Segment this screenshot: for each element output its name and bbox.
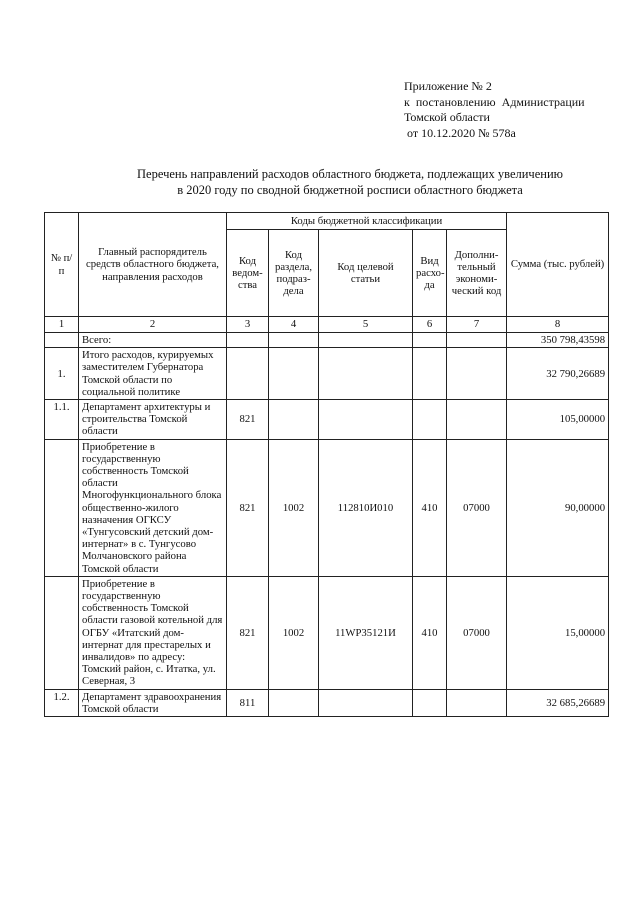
row-name: Департамент здравоохранения Томской области — [79, 689, 227, 716]
column-number: 7 — [447, 317, 507, 333]
row-dept: 811 — [227, 689, 269, 716]
budget-table — [44, 212, 609, 717]
column-number: 1 — [45, 317, 79, 333]
row-num: 1. — [45, 348, 79, 400]
row-num: 1.2. — [45, 689, 79, 716]
title-line: в 2020 году по сводной бюджетной росписи областного бюджета — [177, 182, 523, 197]
table-row — [45, 689, 609, 716]
row-expense-type — [413, 400, 447, 440]
row-name: Департамент архитектуры и строительства Томской области — [79, 400, 227, 440]
column-number: 6 — [413, 317, 447, 333]
header-section: Код раздела, подраз-дела — [269, 230, 319, 317]
appendix-line: к постановлению Администрации — [404, 94, 585, 109]
column-number: 8 — [507, 317, 609, 333]
row-target — [319, 400, 413, 440]
total-row — [45, 333, 609, 348]
table-row — [45, 439, 609, 576]
total-label: Всего: — [79, 333, 227, 348]
column-number: 2 — [79, 317, 227, 333]
row-name: Итого расходов, курируемых заместителем Губернатора Томской области по социальной политике — [79, 348, 227, 400]
row-sum: 32 685,26689 — [507, 689, 609, 716]
row-num — [45, 439, 79, 576]
appendix-line: Томской области — [404, 110, 490, 124]
row-expense-type — [413, 689, 447, 716]
header-target: Код целевой статьи — [319, 230, 413, 317]
row-econ — [447, 689, 507, 716]
row-name: Приобретение в государственную собственность Томской области Многофункционального блока общественно-жилого назначения ОГКСУ «Тунгусовский детский дом-интернат» в с. Тунгусово Молчановского района Томской области — [79, 439, 227, 576]
row-expense-type: 410 — [413, 576, 447, 689]
row-dept: 821 — [227, 576, 269, 689]
header-econ: Дополни-тельный экономи-ческий код — [447, 230, 507, 317]
row-sum: 32 790,26689 — [507, 348, 609, 400]
header-codes-group: Коды бюджетной классификации — [227, 213, 507, 230]
table-row — [45, 348, 609, 400]
row-num — [45, 576, 79, 689]
header-num: № п/п — [45, 213, 79, 317]
row-section: 1002 — [269, 576, 319, 689]
row-section — [269, 348, 319, 400]
row-section — [269, 689, 319, 716]
row-target: 11WP35121И — [319, 576, 413, 689]
row-econ: 07000 — [447, 576, 507, 689]
row-sum: 90,00000 — [507, 439, 609, 576]
column-number-row — [45, 317, 609, 333]
row-econ — [447, 400, 507, 440]
document-title — [70, 167, 630, 198]
row-target: 112810И010 — [319, 439, 413, 576]
row-econ — [447, 348, 507, 400]
column-number: 5 — [319, 317, 413, 333]
row-target — [319, 348, 413, 400]
row-expense-type: 410 — [413, 439, 447, 576]
column-number: 3 — [227, 317, 269, 333]
header-manager: Главный распорядитель средств областного бюджета, направления расходов — [79, 213, 227, 317]
total-sum: 350 798,43598 — [507, 333, 609, 348]
column-number: 4 — [269, 317, 319, 333]
table-row — [45, 576, 609, 689]
row-sum: 15,00000 — [507, 576, 609, 689]
row-target — [319, 689, 413, 716]
row-econ: 07000 — [447, 439, 507, 576]
row-name: Приобретение в государственную собственность Томской области газовой котельной для ОГБУ «Итатский дом-интернат для престарелых и инвалидов» по адресу: Томский район, с. Итатка, ул. Северная, 3 — [79, 576, 227, 689]
row-sum: 105,00000 — [507, 400, 609, 440]
table-row — [45, 400, 609, 440]
appendix-line: от 10.12.2020 № 578а — [404, 125, 516, 140]
appendix-line: Приложение № 2 — [404, 79, 492, 93]
header-expense-type: Вид расхо-да — [413, 230, 447, 317]
row-dept: 821 — [227, 439, 269, 576]
header-dept: Код ведом-ства — [227, 230, 269, 317]
row-section: 1002 — [269, 439, 319, 576]
row-section — [269, 400, 319, 440]
row-dept — [227, 348, 269, 400]
header-sum: Сумма (тыс. рублей) — [507, 213, 609, 317]
row-expense-type — [413, 348, 447, 400]
total-num — [45, 333, 79, 348]
row-dept: 821 — [227, 400, 269, 440]
row-num: 1.1. — [45, 400, 79, 440]
title-line: Перечень направлений расходов областного бюджета, подлежащих увеличению — [137, 167, 563, 181]
appendix-block — [404, 79, 585, 141]
header-row — [45, 213, 609, 230]
